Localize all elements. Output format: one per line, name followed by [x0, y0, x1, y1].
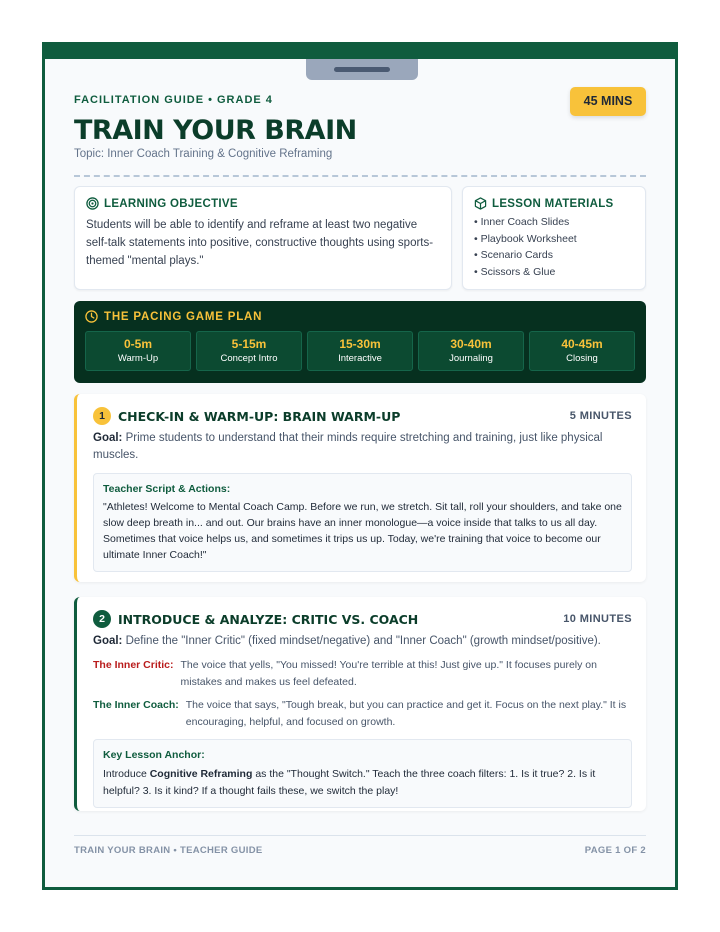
anchor-text-bold: Cognitive Reframing [149, 768, 253, 780]
section-title: INTRODUCE & ANALYZE: CRITIC VS. COACH [118, 611, 419, 627]
section-critic-vs-coach [74, 597, 646, 811]
header-divider [74, 175, 646, 177]
pacing-segment-journaling [418, 331, 524, 371]
document-page [42, 42, 678, 890]
section-header [93, 609, 632, 629]
pacing-range: 5-15m [231, 337, 267, 351]
pacing-range: 40-45m [561, 337, 603, 351]
materials-heading [474, 197, 634, 210]
goal-label: Goal: [93, 432, 123, 444]
page-footer [74, 835, 646, 856]
objective-text: Students will be able to identify and reframe at least two negative self-talk statements into positive, constructive thoughts using sports-themed "mental plays." [86, 219, 434, 267]
key-lesson-anchor-text [103, 766, 622, 799]
inner-coach-text: The voice that says, "Tough break, but you can practice and get it. Focus on the next play." It is encouraging, helpful, and focused on growth. [185, 699, 627, 728]
section-number-badge: 1 [93, 407, 111, 425]
learning-objective-card [74, 186, 452, 290]
clip-slot [334, 67, 390, 72]
section-warm-up [74, 394, 646, 582]
materials-item: • Playbook Worksheet [474, 232, 577, 245]
section-duration: 5 MINUTES [569, 410, 632, 422]
teacher-script-text: "Athletes! Welcome to Mental Coach Camp. Before we run, we stretch. Sit tall, roll your shoulders, and take one slow deep breath in... and out. Our brains have an inner monologue—a voice inside that talks to us all day. Sometimes that voice helps us, and sometimes it trips us up. Today, we're training that voice to become our ultimate Inner Coach!" [103, 501, 622, 561]
materials-item: • Inner Coach Slides [474, 216, 570, 228]
section-duration: 10 MINUTES [563, 613, 632, 625]
section-title-group [93, 610, 418, 628]
page-title: TRAIN YOUR BRAIN [74, 115, 357, 146]
section-title-group [93, 407, 400, 425]
duration-badge: 45 MINS [570, 87, 646, 116]
anchor-text-post: as the "Thought Switch." Teach the three coach filters: 1. Is it true? 2. Is it helpful? 3. Is it kind? If a thought fails these, we switch the play! [103, 768, 596, 797]
teacher-script-box [93, 473, 632, 572]
pacing-segment-concept-intro [196, 331, 302, 371]
pacing-range: 0-5m [123, 337, 152, 351]
pacing-label: Journaling [449, 353, 493, 364]
objective-heading [86, 197, 440, 210]
target-icon [86, 197, 99, 210]
box-icon [474, 197, 487, 210]
pacing-label: Interactive [338, 353, 382, 364]
pacing-heading [85, 310, 635, 323]
pacing-segment-closing [529, 331, 635, 371]
inner-critic-text: The voice that yells, "You missed! You're terrible at this! Just give up." It focuses purely on mistakes and makes us feel defeated. [180, 659, 597, 688]
key-lesson-anchor-box [93, 739, 632, 808]
materials-list [474, 214, 634, 280]
pacing-label: Concept Intro [220, 353, 278, 364]
section-goal [93, 430, 632, 464]
pacing-label: Warm-Up [117, 353, 159, 364]
goal-label: Goal: [93, 635, 123, 647]
inner-critic-definition [93, 657, 632, 690]
lesson-materials-card [462, 186, 646, 290]
inner-coach-label: The Inner Coach: [93, 699, 179, 711]
clipboard-clip [306, 59, 418, 80]
footer-left: TRAIN YOUR BRAIN • TEACHER GUIDE [74, 845, 263, 856]
objective-heading-label: LEARNING OBJECTIVE [104, 197, 238, 210]
inner-coach-definition [93, 697, 632, 730]
materials-item: • Scissors & Glue [474, 265, 556, 278]
section-goal [93, 633, 632, 650]
pacing-heading-label: THE PACING GAME PLAN [104, 310, 263, 323]
pacing-game-plan [74, 301, 646, 383]
materials-item: • Scenario Cards [474, 249, 553, 261]
materials-heading-label: LESSON MATERIALS [492, 197, 614, 210]
key-lesson-anchor-label: Key Lesson Anchor: [103, 749, 205, 761]
guide-eyebrow: FACILITATION GUIDE • GRADE 4 [74, 94, 273, 106]
pacing-range: 15-30m [339, 337, 381, 351]
clock-icon [85, 310, 98, 323]
pacing-segments [85, 331, 635, 371]
pacing-range: 30-40m [450, 337, 492, 351]
pacing-segment-warm-up [85, 331, 191, 371]
section-title: CHECK-IN & WARM-UP: BRAIN WARM-UP [118, 408, 401, 424]
pacing-segment-interactive [307, 331, 413, 371]
anchor-text-pre: Introduce [103, 768, 147, 780]
inner-critic-label: The Inner Critic: [93, 659, 174, 671]
goal-text: Prime students to understand that their minds require stretching and training, just like physical muscles. [93, 432, 603, 461]
topic-line: Topic: Inner Coach Training & Cognitive Reframing [74, 148, 333, 160]
goal-text: Define the "Inner Critic" (fixed mindset/negative) and "Inner Coach" (growth mindset/positive). [125, 635, 601, 647]
footer-page-number: PAGE 1 OF 2 [584, 845, 646, 856]
pacing-label: Closing [566, 353, 598, 364]
teacher-script-label: Teacher Script & Actions: [103, 483, 231, 495]
section-header [93, 406, 632, 426]
section-number-badge: 2 [93, 610, 111, 628]
